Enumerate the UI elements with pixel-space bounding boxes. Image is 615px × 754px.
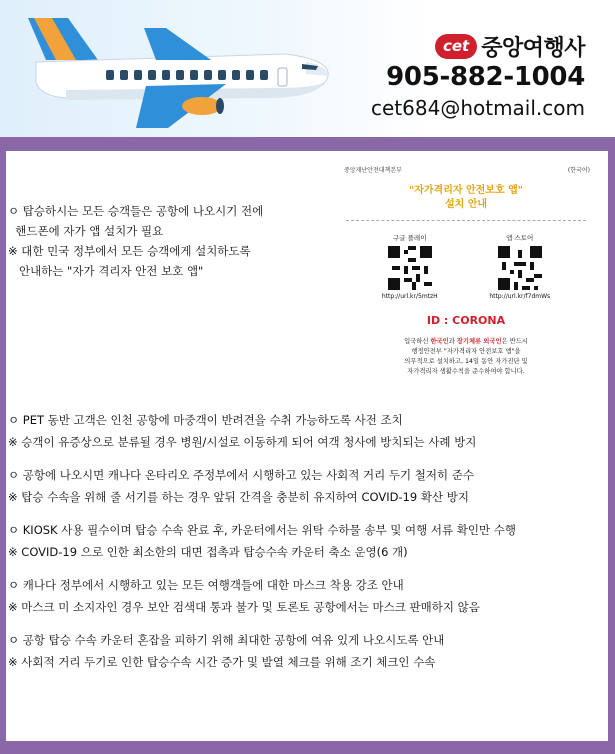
- guideline-item: [8, 519, 608, 563]
- guideline-item: [8, 629, 608, 673]
- guideline-main: ㅇ PET 동반 고객은 인천 공항에 마중객이 반려견을 수취 가능하도록 사전 조치: [8, 413, 403, 427]
- intro-text: [8, 201, 328, 281]
- body-line: 행정안전부 "자가격리자 안전보호 앱"을: [411, 348, 521, 355]
- company-brand: [435, 32, 585, 60]
- guideline-item: [8, 464, 608, 508]
- org-name: 중앙재난안전대책본부: [344, 167, 402, 174]
- guideline-item: [8, 409, 608, 453]
- cet-logo: cet: [435, 34, 477, 59]
- divider: [346, 220, 586, 221]
- body-line: 의무적으로 설치하고, 14일 동안 자가진단 및: [404, 358, 528, 365]
- guideline-note: ※ 사회적 거리 두기로 인한 탑승수속 시간 증가 및 발열 체크를 위해 조기 체크인 수속: [8, 655, 436, 669]
- language-label: (한국어): [567, 167, 590, 174]
- qr-url: http://url.kr/5mtzH: [381, 293, 438, 300]
- qr-code-icon: [498, 246, 542, 290]
- body-text: 과: [448, 338, 457, 345]
- company-name: 중앙여행사: [481, 35, 585, 61]
- notice-body: [336, 337, 596, 377]
- qr-url: http://url.kr/f7dmWs: [489, 293, 551, 300]
- guideline-note: ※ COVID-19 으로 인한 최소한의 대면 접촉과 탑승수속 카운터 축소 운영(6 개): [8, 545, 408, 559]
- app-store-qr: [489, 233, 550, 300]
- app-id: ID : CORONA: [426, 314, 506, 327]
- body-line: 자가격리자 생활수칙을 준수하여야 합니다.: [407, 368, 525, 375]
- airplane-icon: [6, 10, 336, 132]
- highlight-korean: 한국인: [430, 338, 449, 345]
- app-install-notice: [336, 159, 596, 401]
- notice-title: [336, 184, 596, 212]
- google-play-qr: [382, 233, 438, 300]
- header-banner: [0, 0, 615, 137]
- guideline-main: ㅇ KIOSK 사용 필수이며 탑승 수속 완료 후, 카운터에서는 위탁 수하물 송부 및 여행 서류 확인만 수행: [8, 523, 516, 537]
- body-text: 은 반드시: [501, 338, 528, 345]
- qr-label: 앱 스토어: [506, 234, 534, 242]
- guideline-note: ※ 승객이 유증상으로 분류될 경우 병원/시설로 이동하게 되어 여객 청사에 방치되는 사례 방지: [8, 435, 477, 449]
- notice-title-line2: 설치 안내: [444, 199, 488, 210]
- intro-line: 핸드폰에 자가 앱 설치가 필요: [8, 224, 164, 238]
- email-address: cet684@hotmail.com: [371, 96, 585, 120]
- guideline-main: ㅇ 캐나다 정부에서 시행하고 있는 모든 여행객들에 대한 마스크 착용 강조 안내: [8, 578, 404, 592]
- guideline-main: ㅇ 공항 탑승 수속 카운터 혼잡을 피하기 위해 최대한 공항에 여유 있게 나오시도록 안내: [8, 633, 445, 647]
- guideline-note: ※ 탑승 수속을 위해 줄 서기를 하는 경우 앞뒤 간격을 충분히 유지하여 COVID-19 확산 방지: [8, 490, 469, 504]
- guideline-note: ※ 마스크 미 소지자인 경우 보안 검색대 통과 불가 및 토론토 공항에서는 마스크 판매하지 않음: [8, 600, 480, 614]
- guideline-main: ㅇ 공항에 나오시면 캐나다 온타리오 주정부에서 시행하고 있는 사회적 거리 두기 철저히 준수: [8, 468, 475, 482]
- body-text: 입국하신: [404, 338, 431, 345]
- guideline-item: [8, 574, 608, 618]
- intro-line: ※ 대한 민국 정부에서 모든 승객에게 설치하도록: [8, 244, 251, 258]
- qr-code-icon: [388, 246, 432, 290]
- qr-label: 구글 플레이: [393, 234, 427, 242]
- guideline-list: [8, 409, 608, 684]
- phone-number: 905-882-1004: [386, 62, 585, 92]
- notice-title-line1: "자가격리자 안전보호 앱": [409, 185, 523, 196]
- notice-content: [6, 151, 608, 741]
- intro-line: 안내하는 "자가 격리자 안전 보호 앱": [8, 264, 204, 278]
- intro-line: ㅇ 탑승하시는 모든 승객들은 공항에 나오시기 전에: [8, 204, 264, 218]
- highlight-foreigner: 장기체류 외국인: [456, 338, 502, 345]
